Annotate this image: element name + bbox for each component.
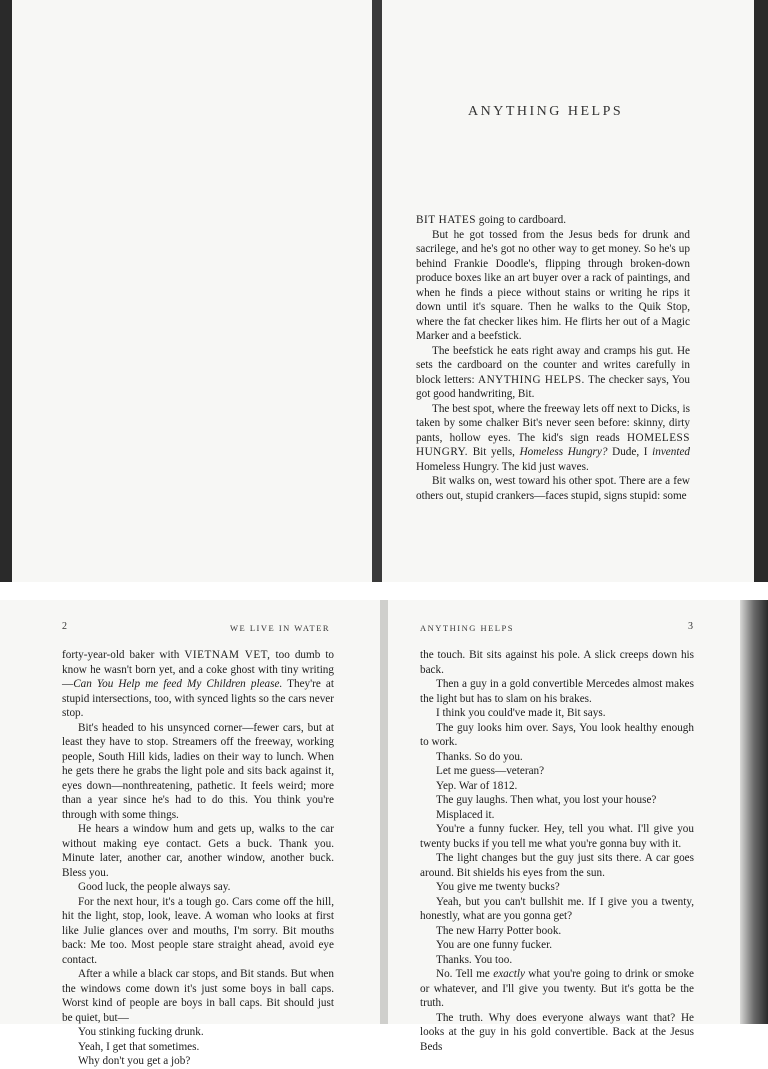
paragraph: You stinking fucking drunk.: [78, 1026, 204, 1038]
paragraph: [62, 648, 334, 721]
chapter-title: ANYTHING HELPS: [468, 104, 624, 119]
text-run: going to cardboard.: [478, 214, 567, 226]
paragraph: The truth. Why does everyone always want that? He looks at the guy in his gold convertible. Back at the Jesus Beds: [420, 1011, 694, 1053]
blank-left-page: [12, 0, 372, 582]
right-binding-edge: [754, 0, 768, 582]
paragraph: Bit walks on, west toward his other spot. There are a few others out, stupid crankers—faces stupid, signs stupid: some: [416, 475, 690, 502]
paragraph: Then a guy in a gold convertible Mercedes almost makes the light but has to slam on his brakes.: [420, 678, 694, 705]
gutter: [380, 600, 388, 1024]
text-run: They're at stupid intersections, too, with synced lights so the cars never stop.: [62, 678, 334, 719]
text-run: Dude, I: [612, 446, 648, 458]
sign-text: VIETNAM VET,: [184, 649, 271, 661]
page-number-2: 2: [62, 621, 67, 632]
italic-run: exactly: [493, 968, 525, 980]
page2-body: [62, 648, 335, 1067]
paragraph: The guy laughs. Then what, you lost your house?: [436, 794, 657, 806]
italic-run: Can You Help me feed My Children please.: [73, 678, 283, 690]
paragraph: [416, 402, 690, 475]
paragraph: Thanks. You too.: [436, 953, 513, 966]
paragraph: After a while a black car stops, and Bit stands. But when the windows come down it's just some boys in ball caps. Worst kind of people are boys in ball caps. Bit should just be quiet, but—: [62, 968, 334, 1024]
paragraph: the touch. Bit sits against his pole. A slick creeps down his back.: [420, 649, 694, 676]
paragraph: You are one funny fucker.: [436, 939, 552, 951]
paragraph: The guy looks him over. Says, You look healthy enough to work.: [420, 721, 694, 748]
page-number-3: 3: [688, 621, 693, 632]
paragraph: [416, 213, 690, 228]
paragraph: The light changes but the guy just sits there. A car goes around. Bit shields his eyes from the sun.: [420, 852, 694, 879]
paragraph: Misplaced it.: [436, 808, 495, 821]
paragraph: Yeah, but you can't bullshit me. If I give you a twenty, honestly, what are you gonna get?: [420, 895, 694, 922]
text-run: too dumb to know he wasn't born yet, and a coke ghost with tiny writing—: [62, 649, 335, 690]
left-binding-edge: [0, 0, 12, 582]
sign-text: ANYTHING HELPS.: [477, 373, 585, 386]
page3-body: [420, 648, 694, 1053]
gutter: [372, 0, 382, 582]
sign-text: HOMELESS HUNGRY.: [416, 431, 691, 458]
paragraph: Thanks. So do you.: [436, 750, 523, 763]
paragraph: Let me guess—veteran?: [436, 765, 545, 777]
opening-words: BIT HATES: [416, 214, 476, 226]
paragraph: [420, 967, 694, 1011]
paragraph: He hears a window hum and gets up, walks to the car without making eye contact. Gets a buck. Thank you. Minute later, another car, another window, another buck. Bless you.: [62, 823, 334, 879]
paragraph: For the next hour, it's a tough go. Cars come off the hill, hit the light, stop, look, leave. A woman who looks at first like Julie glances over and mouths, I'm sorry. Bit mouths back: Me too. Most people stare straight ahead, avoid eye contact.: [62, 895, 334, 966]
running-head-right: ANYTHING HELPS: [420, 623, 514, 633]
paragraph: The new Harry Potter book.: [436, 924, 562, 937]
page1-body: [416, 213, 690, 503]
paragraph: Yeah, I get that sometimes.: [78, 1040, 200, 1053]
paragraph: Good luck, the people always say.: [78, 881, 231, 893]
text-run: forty-year-old baker with: [62, 649, 180, 661]
running-head-left: WE LIVE IN WATER: [230, 623, 331, 633]
paragraph: You're a funny fucker. Hey, tell you what. I'll give you twenty bucks if you tell me what you're gonna buy with it.: [420, 823, 694, 850]
paragraph: But he got tossed from the Jesus beds for drunk and sacrilege, and he's got no other way to get money. So he's up behind Frankie Doodle's, flipping through broken-down produce boxes like an art buyer over a rack of paintings, and when he finds a piece without stains or writing he rips it down until it's square. Then he walks to the Quik Stop, where the fat checker likes him. He flirts her out of a Magic Marker and a beefstick.: [416, 228, 690, 342]
paragraph: You give me twenty bucks?: [436, 881, 560, 893]
italic-run: invented: [652, 446, 691, 458]
paragraph: Why don't you get a job?: [78, 1055, 191, 1067]
text-run: The beefstick he eats right away and cramps his gut. He sets the cardboard on the counter and writes carefully in block letters:: [416, 344, 690, 386]
italic-run: Homeless Hungry?: [519, 446, 608, 458]
paragraph: [416, 344, 690, 402]
text-run: Homeless Hungry. The kid just waves.: [416, 460, 589, 473]
text-run: what you're going to drink or smoke or whatever, and I'll give you twenty. But it's gotta be the truth.: [420, 968, 694, 1009]
paragraph: Yep. War of 1812.: [436, 779, 518, 792]
text-run: Bit yells,: [472, 446, 515, 458]
paragraph: I think you could've made it, Bit says.: [436, 707, 606, 719]
right-binding-edge: [740, 600, 768, 1024]
text-run: The checker says, You got good handwriting, Bit.: [416, 373, 690, 400]
paragraph: Bit's headed to his unsynced corner—fewer cars, but at least they have to stop. Streamers off the freeway, working people, South Hill kids, ladies on their way to lunch. When he gets there he grabs the light pole and sits back against it, eyes down—nonthreatening, pathetic. It feels weird; more than a year since he's had to do this. You think you're through with some things.: [62, 721, 334, 821]
text-run: No. Tell me: [436, 968, 490, 980]
text-run: The best spot, where the freeway lets off next to Dicks, is taken by some chalker Bit's never seen before: skinny, dirty pants, hollow eyes. The kid's sign reads: [416, 402, 690, 444]
